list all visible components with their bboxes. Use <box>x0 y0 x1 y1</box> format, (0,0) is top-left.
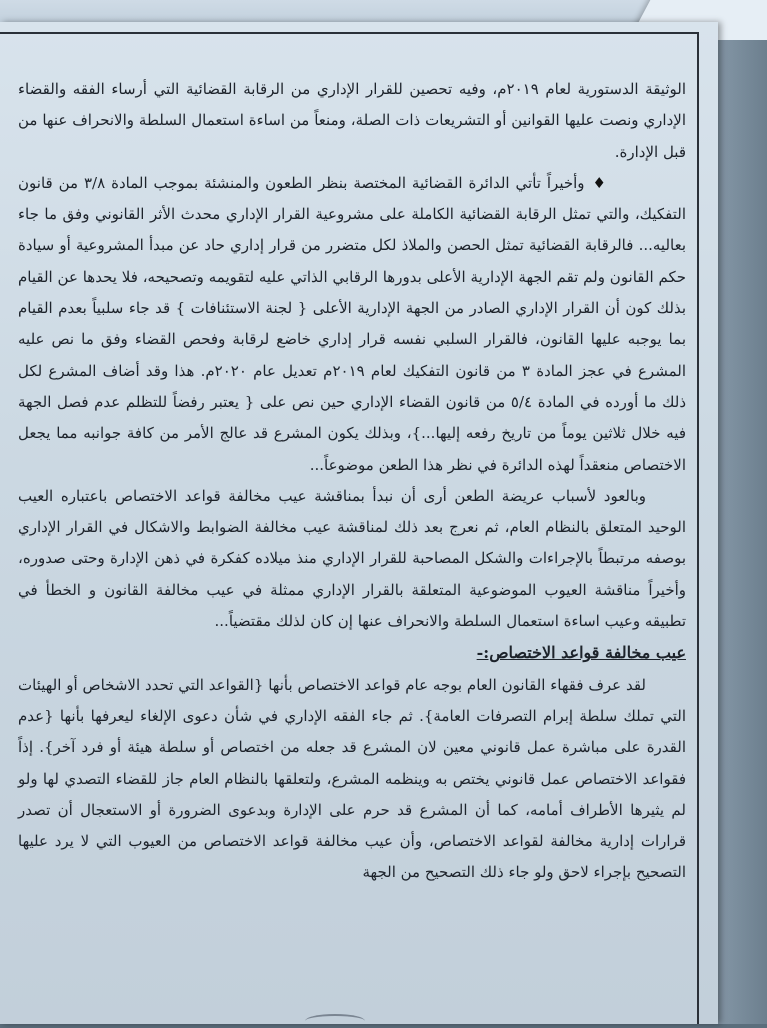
page-frame-top-border <box>0 32 698 34</box>
page-frame-right-border <box>697 32 699 1024</box>
paragraph-4: لقد عرف فقهاء القانون العام بوجه عام قواعد الاختصاص بأنها {القواعد التي تحدد الاشخاص أو الهيئات التي تملك سلطة إبرام التصرفات العامة}. ثم جاء الفقه الإداري في شأن دعوى الإلغاء ليعرفها بأنها {عدم القدرة على مباشرة عمل قانوني معين لان المشرع قد جعله من اختصاص أو سلطة هيئة أو فرد آخر}. إذاً فقواعد الاختصاص عمل قانوني يختص به وينظمه المشرع، ولتعلقها بالنظام العام جاز للقضاء التصدي لها ولو لم يثيرها الأطراف أمامه، كما أن المشرع قد حرم على الإدارة وبدعوى الضرورة أو الاستعجال أن تصدر قرارات إدارية مخالفة لقواعد الاختصاص، وأن عيب مخالفة قواعد الاختصاص من العيوب التي لا يرد عليها التصحيح بإجراء لاحق ولو جاء ذلك التصحيح من الجهة <box>18 675 686 882</box>
document-body <box>18 74 686 889</box>
document-page <box>0 22 718 1024</box>
section-heading: عيب مخالفة قواعد الاختصاص:- <box>476 643 686 663</box>
paragraph-2 <box>18 168 686 481</box>
footer-ornament <box>305 1014 365 1028</box>
paragraph-1: الوثيقة الدستورية لعام ٢٠١٩م، وفيه تحصين للقرار الإداري من الرقابة القضائية التي أرساء الفقه والقضاء الإداري ونصت عليها القوانين أو التشريعات ذات الصلة، ومنعاً من اساءة استعمال السلطة والانحراف عنها من قبل الإدارة. <box>18 80 686 161</box>
section-heading-line <box>18 637 686 669</box>
paragraph-2-text: وأخيراً تأتي الدائرة القضائية المختصة بنظر الطعون والمنشئة بموجب المادة ٣/٨ من قانون التفكيك، والتي تمثل الرقابة القضائية الكاملة على مشروعية القرار الإداري محدث الأثر القانوني وفق ما جاء بعاليه... فالرقابة القضائية تمثل الحصن والملاذ لكل متضرر من قرار إداري حاد عن مبدأ المشروعية أو سيادة حكم القانون ولم تقم الجهة الإدارية الأعلى بدورها الرقابي الذاتي عليه لتقويمه وتصحيحه، فلا يحدها عن القيام بذلك كون أن القرار الإداري الصادر من الجهة الإدارية الأعلى { لجنة الاستئنافات } قد جاء سلبياً بعدم القيام بما يوجبه عليها القانون، فالقرار السلبي نفسه قرار إداري خاضع لرقابة وفحص القضاء وفق ما نص عليه المشرع في عجز المادة ٣ من قانون التفكيك لعام ٢٠١٩م تعديل عام ٢٠٢٠م. هذا وقد أضاف المشرع لكل ذلك ما أورده في المادة ٥/٤ من قانون القضاء الإداري حين نص على { يعتبر رفضاً للتظلم عدم فصل الجهة فيه خلال ثلاثين يوماً من تاريخ رفعه إليها...}، وبذلك يكون المشرع قد عالج الأمر من كافة جوانبه مما يجعل الاختصاص منعقداً لهذه الدائرة في نظر هذا الطعن موضوعاً... <box>18 173 686 474</box>
diamond-bullet-icon: ♦ <box>592 173 606 192</box>
paragraph-3: وبالعود لأسباب عريضة الطعن أرى أن نبدأ بمناقشة عيب مخالفة قواعد الاختصاص باعتباره العيب الوحيد المتعلق بالنظام العام، ثم نعرج بعد ذلك لمناقشة عيب مخالفة الضوابط والاشكال في القرار الإداري بوصفه مرتبطاً بالإجراءات والشكل المصاحبة للقرار الإداري منذ ميلاده كفكرة في ذهن الإدارة وحتى صدوره، وأخيراً مناقشة العيوب الموضوعية المتعلقة بالقرار الإداري ممثلة في عيب مخالفة القانون و الخطأ في تطبيقه وعيب اساءة استعمال السلطة والانحراف عنها إن كان لذلك مقتضياً... <box>18 486 686 631</box>
